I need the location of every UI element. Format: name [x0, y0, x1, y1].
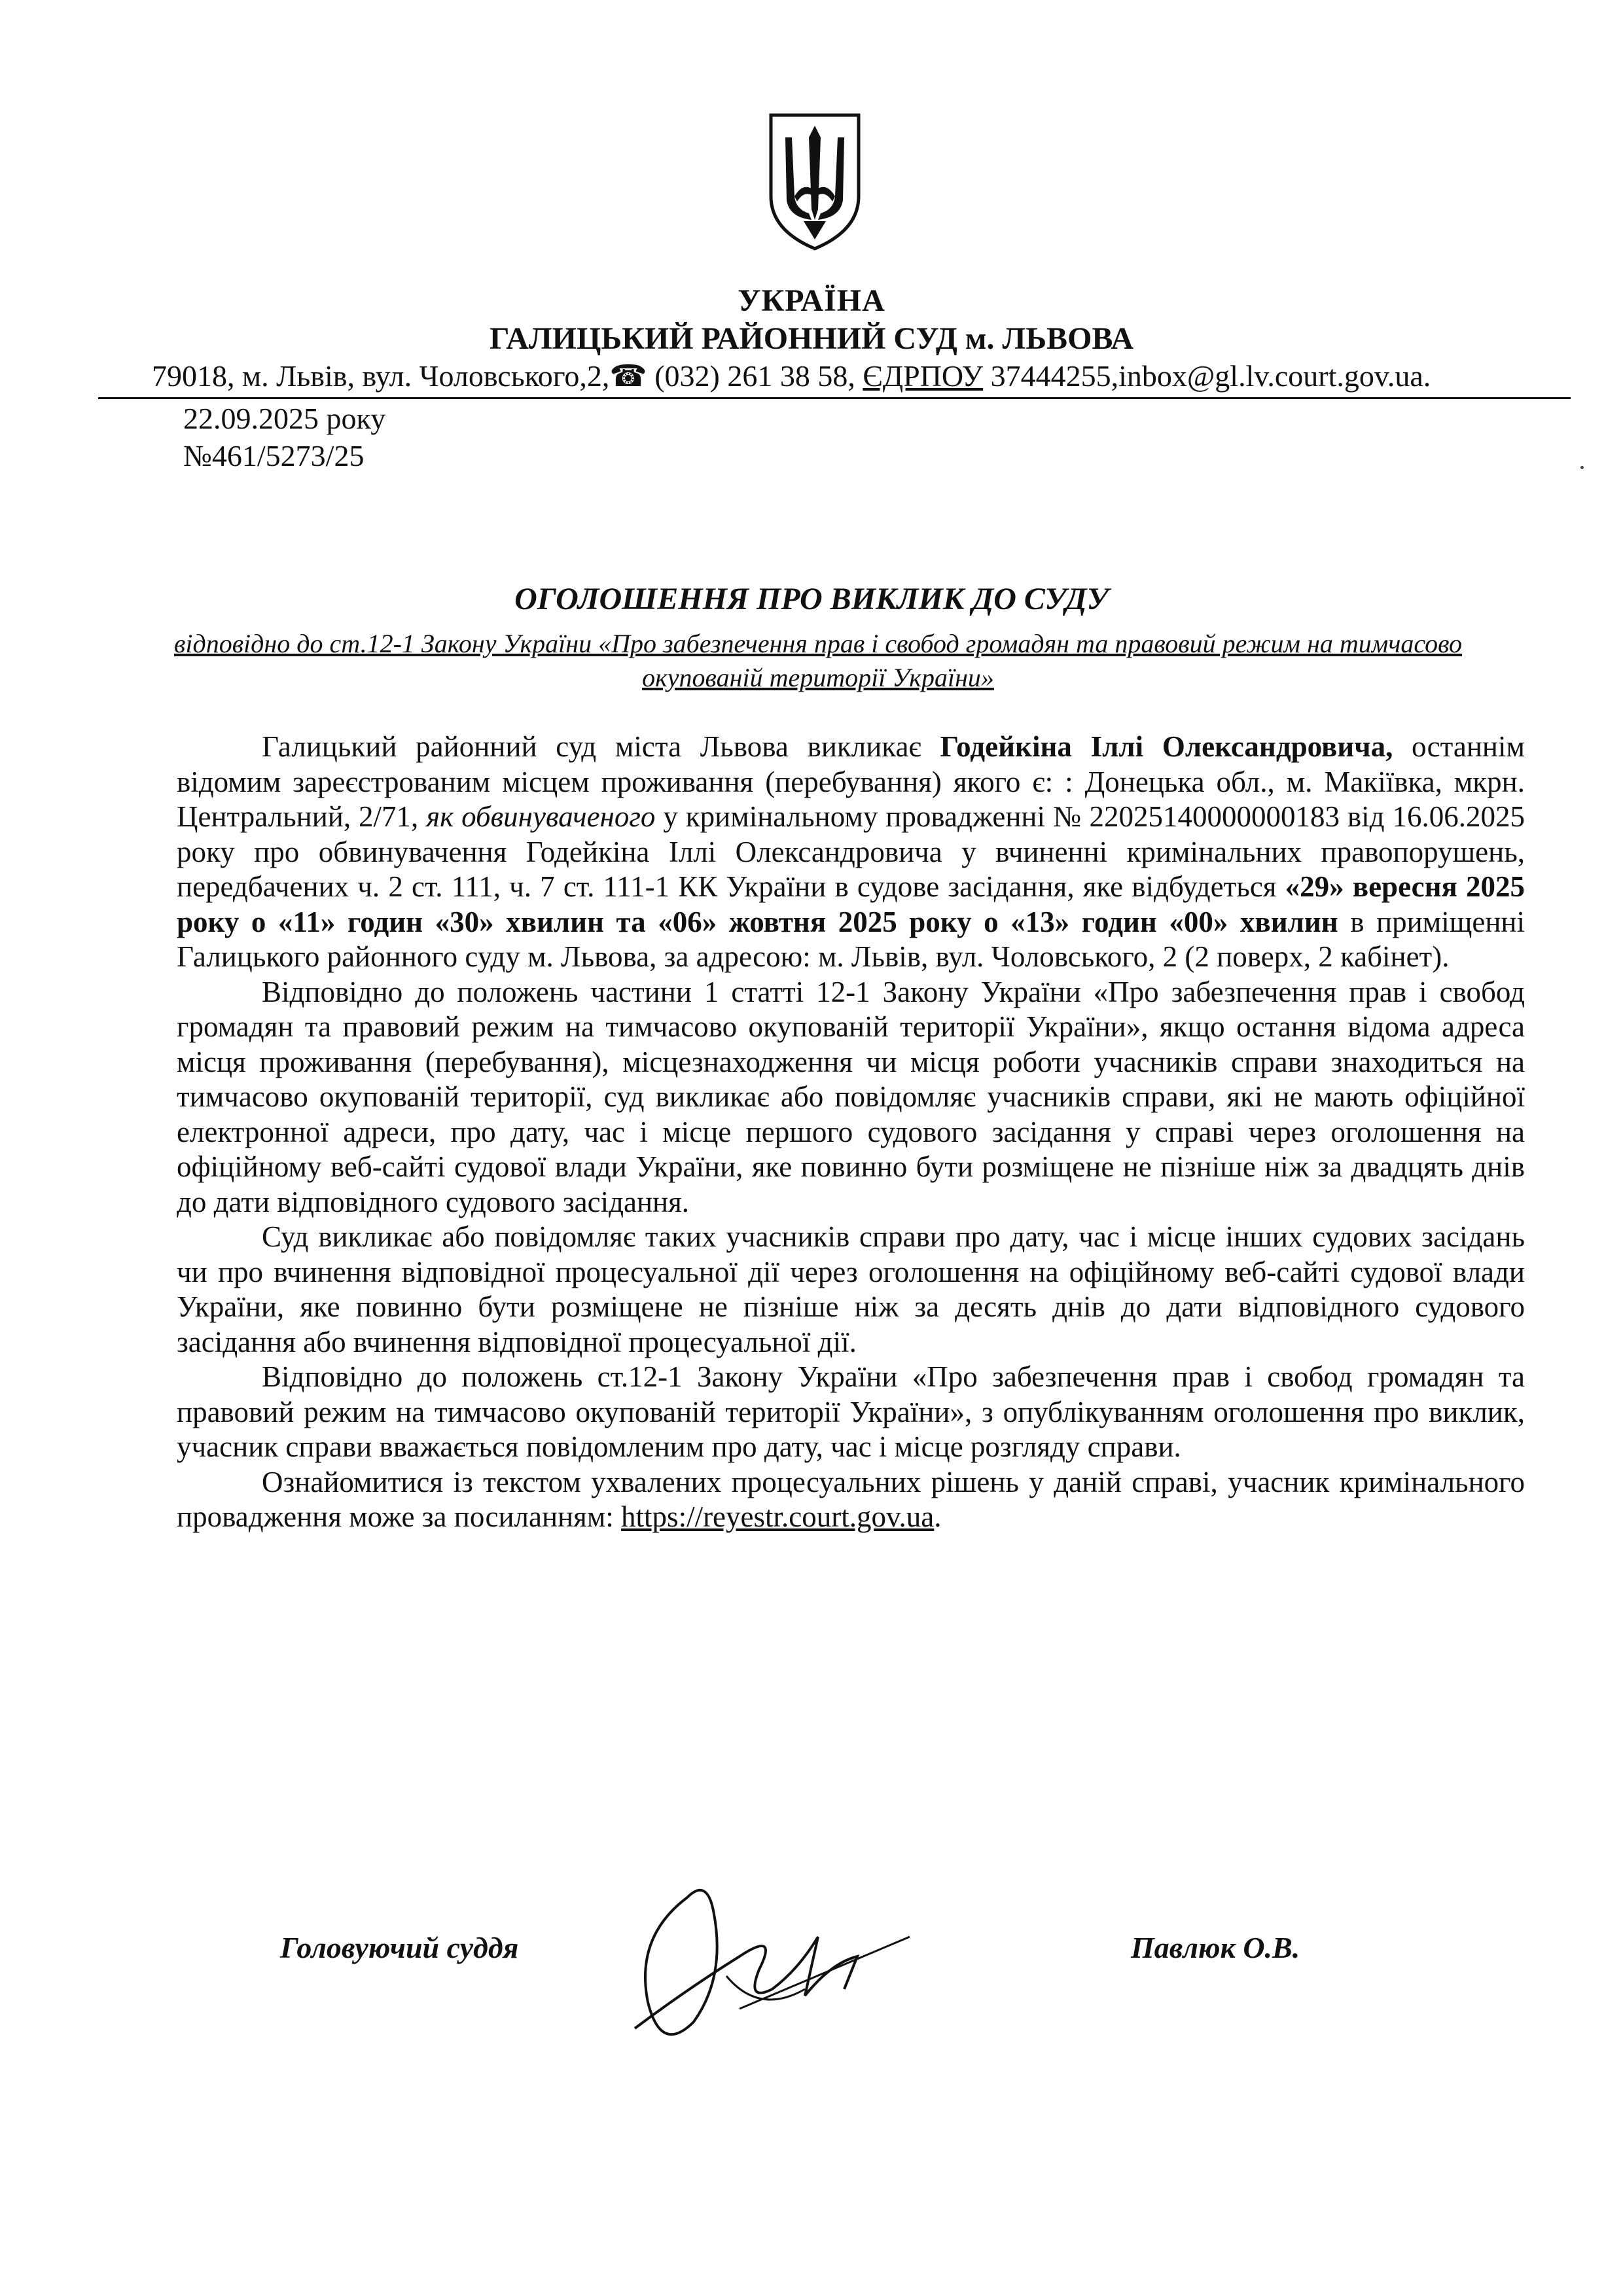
document-body: [177, 730, 1525, 1535]
court-name-heading: ГАЛИЦЬКИЙ РАЙОННИЙ СУД м. ЛЬВОВА: [489, 321, 1134, 356]
document-date: 22.09.2025 року: [183, 402, 386, 435]
defendant-name: Годейкіна Іллі Олександровича,: [940, 730, 1393, 763]
handwritten-signature: [609, 1858, 923, 2061]
court-contact-line: [152, 358, 1578, 393]
hearing-dates: «29» вересня 2025 року о «11» годин «30» хвилин та «06» жовтня 2025 року о «13» годин «00» хвилин: [177, 870, 1525, 938]
paragraph-text: Галицький районний суд міста Львова викликає: [262, 730, 940, 763]
paragraph-other-hearings: Суд викликає або повідомляє таких учасників справи про дату, час і місце інших судових засідань чи про вчинення відповідної процесуальної дії через оголошення на офіційному веб-сайті судової влади України, яке повинно бути розміщене не пізніше ніж за десять днів до дати відповідного судового засідання або вчинення відповідної процесуальної дії.: [177, 1220, 1525, 1358]
trident-coat-of-arms-icon: [766, 111, 864, 252]
party-role: як обвинуваченого: [426, 800, 656, 833]
paragraph-text: останнім відомим зареєстрованим місцем проживання (перебування) якого є: : Донецька обл., м. Макіївка, мкрн. Центральний, 2/71,: [177, 730, 1525, 833]
edrpou-label: ЄДРПОУ: [863, 359, 984, 393]
court-address: 79018, м. Львів, вул. Чоловського,2,: [152, 359, 610, 393]
paragraph-notice-effect: Відповідно до положень ст.12-1 Закону України «Про забезпечення прав і свобод громадян та правовий режим на тимчасово окупованій території України», з опублікуванням оголошення про виклик, учасник справи вважається повідомленим про дату, час і місце розгляду справи.: [177, 1360, 1525, 1463]
court-phone: (032) 261 38 58,: [647, 359, 863, 393]
edrpou-and-email: 37444255,inbox@gl.lv.court.gov.ua.: [983, 359, 1431, 393]
judge-name: Павлюк О.В.: [1131, 1931, 1300, 1964]
scan-speck: [1580, 466, 1584, 469]
paragraph-text: Ознайомитися із текстом ухвалених процесуальних рішень у даній справі, учасник кримінального провадження може за посиланням:: [177, 1465, 1525, 1533]
document-subtitle: відповідно до ст.12-1 Закону України «Про забезпечення прав і свобод громадян та правовий режим на тимчасово окупованій території України»: [173, 629, 1463, 692]
document-title: ОГОЛОШЕННЯ ПРО ВИКЛИК ДО СУДУ: [514, 582, 1109, 616]
header-divider: [98, 397, 1571, 399]
registry-link[interactable]: https://reyestr.court.gov.ua: [621, 1500, 935, 1533]
paragraph-legal-basis: Відповідно до положень частини 1 статті 12-1 Закону України «Про забезпечення прав і свобод громадян та правовий режим на тимчасово окупованій території України», якщо остання відома адреса місця проживання (перебування), місцезнаходження чи місця роботи учасників справи знаходиться на тимчасово окупованій території, суд викликає або повідомляє учасників справи, які не мають офіційної електронної адреси, про дату, час і місце першого судового засідання у справі через оголошення на офіційному веб-сайті судової влади України, яке повинно бути розміщене не пізніше ніж за двадцять днів до дати відповідного судового засідання.: [177, 975, 1525, 1218]
country-heading: УКРАЇНА: [738, 283, 885, 318]
telephone-icon: ☎: [609, 359, 647, 393]
paragraph-summons: [177, 730, 1525, 975]
paragraph-text: в приміщенні Галицького районного суду м. Львова, за адресою: м. Львів, вул. Чоловського, 2 (2 поверх, 2 кабінет).: [177, 905, 1525, 973]
paragraph-registry-link: [177, 1465, 1525, 1535]
case-number: №461/5273/25: [183, 439, 365, 472]
judge-role: Головуючий суддя: [280, 1931, 519, 1964]
paragraph-text: у кримінальному провадженні № 22025140000000183 від 16.06.2025 року про обвинувачення Годейкіна Іллі Олександровича у вчиненні кримінальних правопорушень, передбачених ч. 2 ст. 111, ч. 7 ст. 111-1 КК України в судове засідання, яке відбудеться: [177, 800, 1525, 903]
paragraph-text: .: [934, 1500, 942, 1533]
